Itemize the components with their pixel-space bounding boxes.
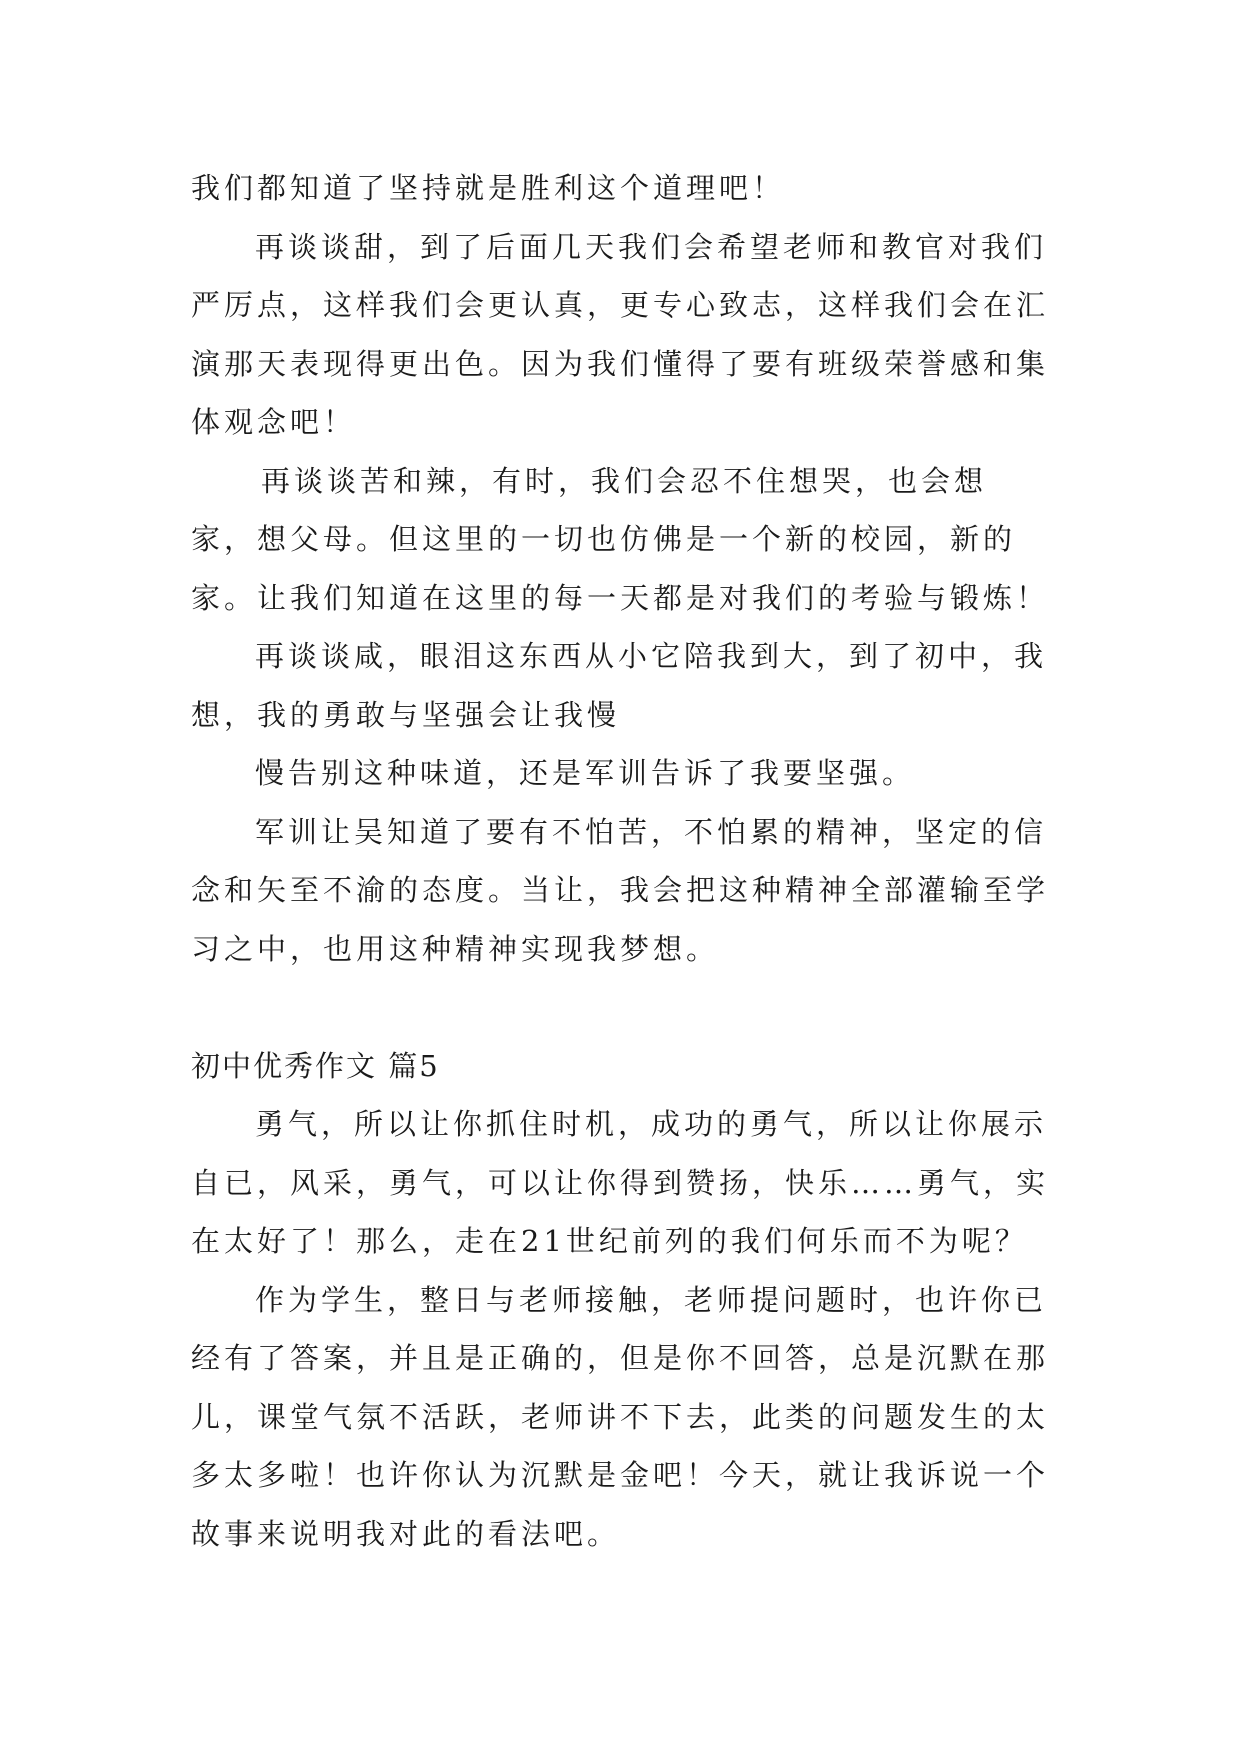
paragraph-3: 再谈谈苦和辣，有时，我们会忍不住想哭，也会想家，想父母。但这里的一切也仿佛是一个新的校园，新的家。让我们知道在这里的每一天都是对我们的考验与锻炼！ bbox=[191, 463, 1050, 615]
section-spacer bbox=[191, 978, 1051, 1037]
paragraph-2: 再谈谈甜，到了后面几天我们会希望老师和教官对我们严厉点，这样我们会更认真，更专心致志，这样我们会在汇演那天表现得更出色。因为我们懂得了要有班级荣誉感和集体观念吧！ bbox=[191, 229, 1050, 439]
paragraph-4: 再谈谈咸，眼泪这东西从小它陪我到大，到了初中，我想，我的勇敢与坚强会让我慢 bbox=[191, 639, 1048, 732]
section-paragraph-2: 作为学生，整日与老师接触，老师提问题时，也许你已经有了答案，并且是正确的，但是你不回答，总是沉默在那儿，课堂气氛不活跃，老师讲不下去，此类的问题发生的太多太多啦！也许你认为沉默是金吧！今天，就让我诉说一个故事来说明我对此的看法吧。 bbox=[191, 1282, 1050, 1551]
document-body bbox=[191, 159, 1051, 1563]
paragraph-6: 军训让吴知道了要有不怕苦，不怕累的精神，坚定的信念和矢至不渝的态度。当让，我会把这种精神全部灌输至学习之中，也用这种精神实现我梦想。 bbox=[191, 814, 1050, 966]
section-heading: 初中优秀作文 篇5 bbox=[191, 1048, 440, 1083]
paragraph-1: 我们都知道了坚持就是胜利这个道理吧！ bbox=[191, 171, 786, 205]
paragraph-5: 慢告别这种味道，还是军训告诉了我要坚强。 bbox=[255, 756, 916, 790]
section-paragraph-1: 勇气，所以让你抓住时机，成功的勇气，所以让你展示自已，风采，勇气，可以让你得到赞扬，快乐……勇气，实在太好了！那么，走在21世纪前列的我们何乐而不为呢？ bbox=[191, 1107, 1050, 1258]
